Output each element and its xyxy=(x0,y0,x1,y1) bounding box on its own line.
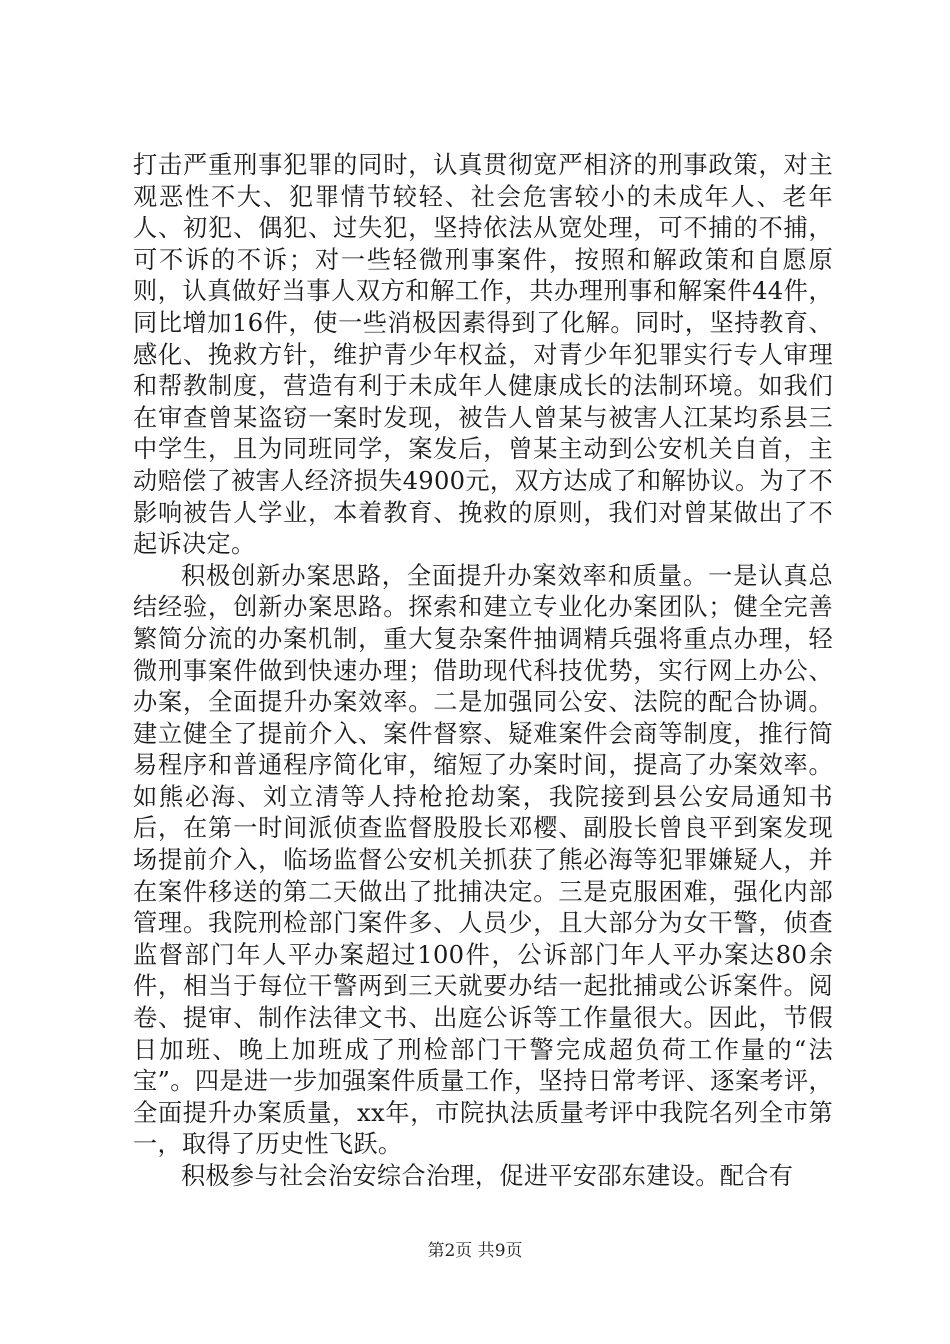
document-body xyxy=(133,150,833,1193)
paragraph-3: 积极参与社会治安综合治理，促进平安邵东建设。配合有 xyxy=(181,1162,794,1190)
page-number-footer: 第2页 共9页 xyxy=(427,1241,523,1261)
paragraph-1: 打击严重刑事犯罪的同时，认真贯彻宽严相济的刑事政策，对主观恶性不大、犯罪情节较轻、社会危害较小的未成年人、老年人、初犯、偶犯、过失犯，坚持依法从宽处理，可不捕的不捕，可不诉的不诉；对一些轻微刑事案件，按照和解政策和自愿原则，认真做好当事人双方和解工作，共办理刑事和解案件44件，同比增加16件，使一些消极因素得到了化解。同时，坚持教育、感化、挽救方针，维护青少年权益，对青少年犯罪实行专人审理和帮教制度，营造有利于未成年人健康成长的法制环境。如我们在审查曾某盗窃一案时发现，被告人曾某与被害人江某均系县三中学生，且为同班同学，案发后，曾某主动到公安机关自首，主动赔偿了被害人经济损失4900元，双方达成了和解协议。为了不影响被告人学业，本着教育、挽救的原则，我们对曾某做出了不起诉决定。 xyxy=(133,151,833,559)
paragraph-2: 积极创新办案思路，全面提升办案效率和质量。一是认真总结经验，创新办案思路。探索和建立专业化办案团队；健全完善繁简分流的办案机制，重大复杂案件抽调精兵强将重点办理，轻微刑事案件做到快速办理；借助现代科技优势，实行网上办公、办案，全面提升办案效率。二是加强同公安、法院的配合协调。建立健全了提前介入、案件督察、疑难案件会商等制度，推行简易程序和普通程序简化审，缩短了办案时间，提高了办案效率。如熊必海、刘立清等人持枪抢劫案，我院接到县公安局通知书后，在第一时间派侦查监督股股长邓樱、副股长曾良平到案发现场提前介入，临场监督公安机关抓获了熊必海等犯罪嫌疑人，并在案件移送的第二天做出了批捕决定。三是克服困难，强化内部管理。我院刑检部门案件多、人员少，且大部分为女干警，侦查监督部门年人平办案超过100件，公诉部门年人平办案达80余件，相当于每位干警两到三天就要办结一起批捕或公诉案件。阅卷、提审、制作法律文书、出庭公诉等工作量很大。因此，节假日加班、晚上加班成了刑检部门干警完成超负荷工作量的“法宝”。四是进一步加强案件质量工作，坚持日常考评、逐案考评，全面提升办案质量，xx年，市院执法质量考评中我院名列全市第一，取得了历史性飞跃。 xyxy=(133,561,833,1159)
